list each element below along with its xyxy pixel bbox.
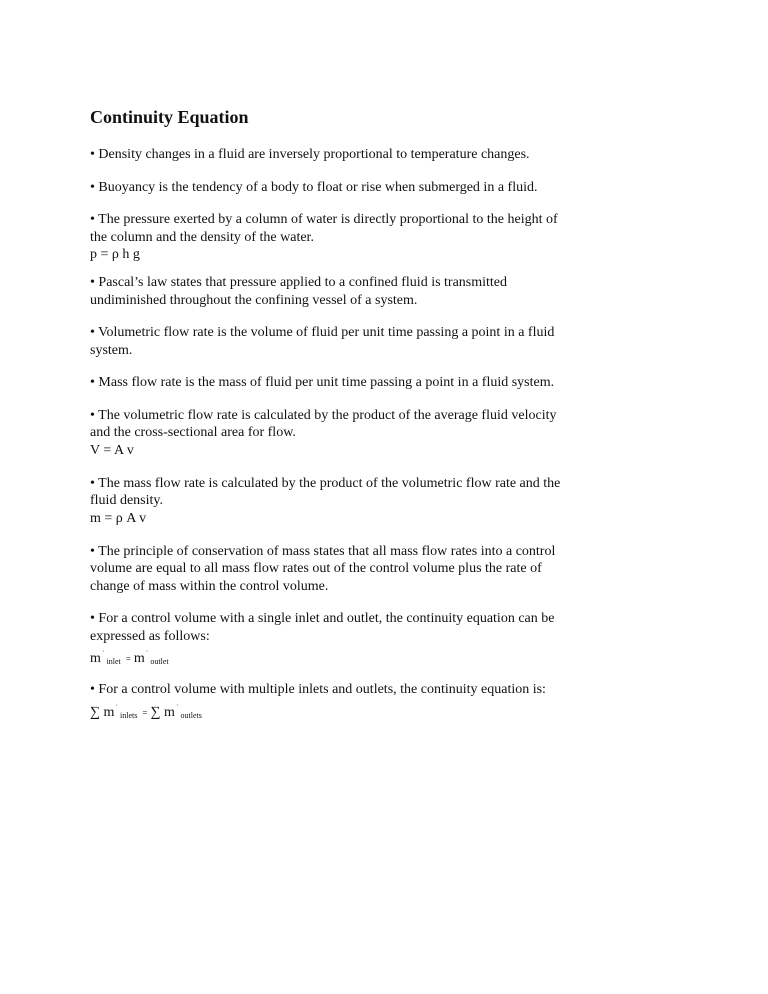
single-inlet-formula: $m^˙_{inlet} = m^˙_{outlet}$ [90, 649, 169, 666]
bullet-text: • The principle of conservation of mass states that all mass flow rates into a control volume are equal to all mass flow rates out of the control volume plus the rate of change of mass within the control volume. [90, 543, 556, 594]
bullet-text: • For a control volume with multiple inlets and outlets, the continuity equation is: [90, 682, 546, 697]
multiple-inlets-formula: ∑ $m^˙_{inlets}$ = ∑ $m^˙_{outlets}$ [90, 702, 202, 720]
page-title: Continuity Equation [90, 107, 249, 127]
bullet-mass-flow [90, 374, 570, 392]
bullet-text: • Density changes in a fluid are inversely proportional to temperature changes. [90, 147, 530, 162]
bullet-mass-calc [90, 475, 570, 528]
bullet-single-inlet [90, 610, 570, 671]
bullet-volumetric-flow [90, 324, 570, 359]
bullet-text: • For a control volume with a single inlet and outlet, the continuity equation can be expressed as follows: [90, 611, 555, 644]
volumetric-formula: V = A v [90, 442, 134, 458]
bullet-text: • Volumetric flow rate is the volume of fluid per unit time passing a point in a fluid system. [90, 325, 555, 358]
bullet-density [90, 146, 570, 164]
bullet-text: • The volumetric flow rate is calculated by the product of the average fluid velocity and the cross-sectional area for flow. [90, 407, 557, 440]
bullet-pascal [90, 274, 570, 309]
bullet-volumetric-calc [90, 407, 570, 460]
bullet-text: • Pascal’s law states that pressure applied to a confined fluid is transmitted undiminished throughout the confining vessel of a system. [90, 275, 508, 308]
bullet-text: • The mass flow rate is calculated by the product of the volumetric flow rate and the fluid density. [90, 475, 561, 508]
pressure-formula: p = ρ h g [90, 247, 140, 262]
document-page [90, 105, 570, 740]
bullet-conservation [90, 543, 570, 596]
bullet-buoyancy [90, 179, 570, 197]
bullet-multiple-inlets [90, 681, 570, 725]
bullet-pressure [90, 211, 570, 264]
mass-flow-formula: m = ρ A v [90, 510, 147, 526]
bullet-text: • Mass flow rate is the mass of fluid per unit time passing a point in a fluid system. [90, 375, 555, 390]
bullet-text: • The pressure exerted by a column of water is directly proportional to the height of the column and the density of the water. [90, 212, 558, 245]
bullet-text: • Buoyancy is the tendency of a body to float or rise when submerged in a fluid. [90, 179, 538, 195]
